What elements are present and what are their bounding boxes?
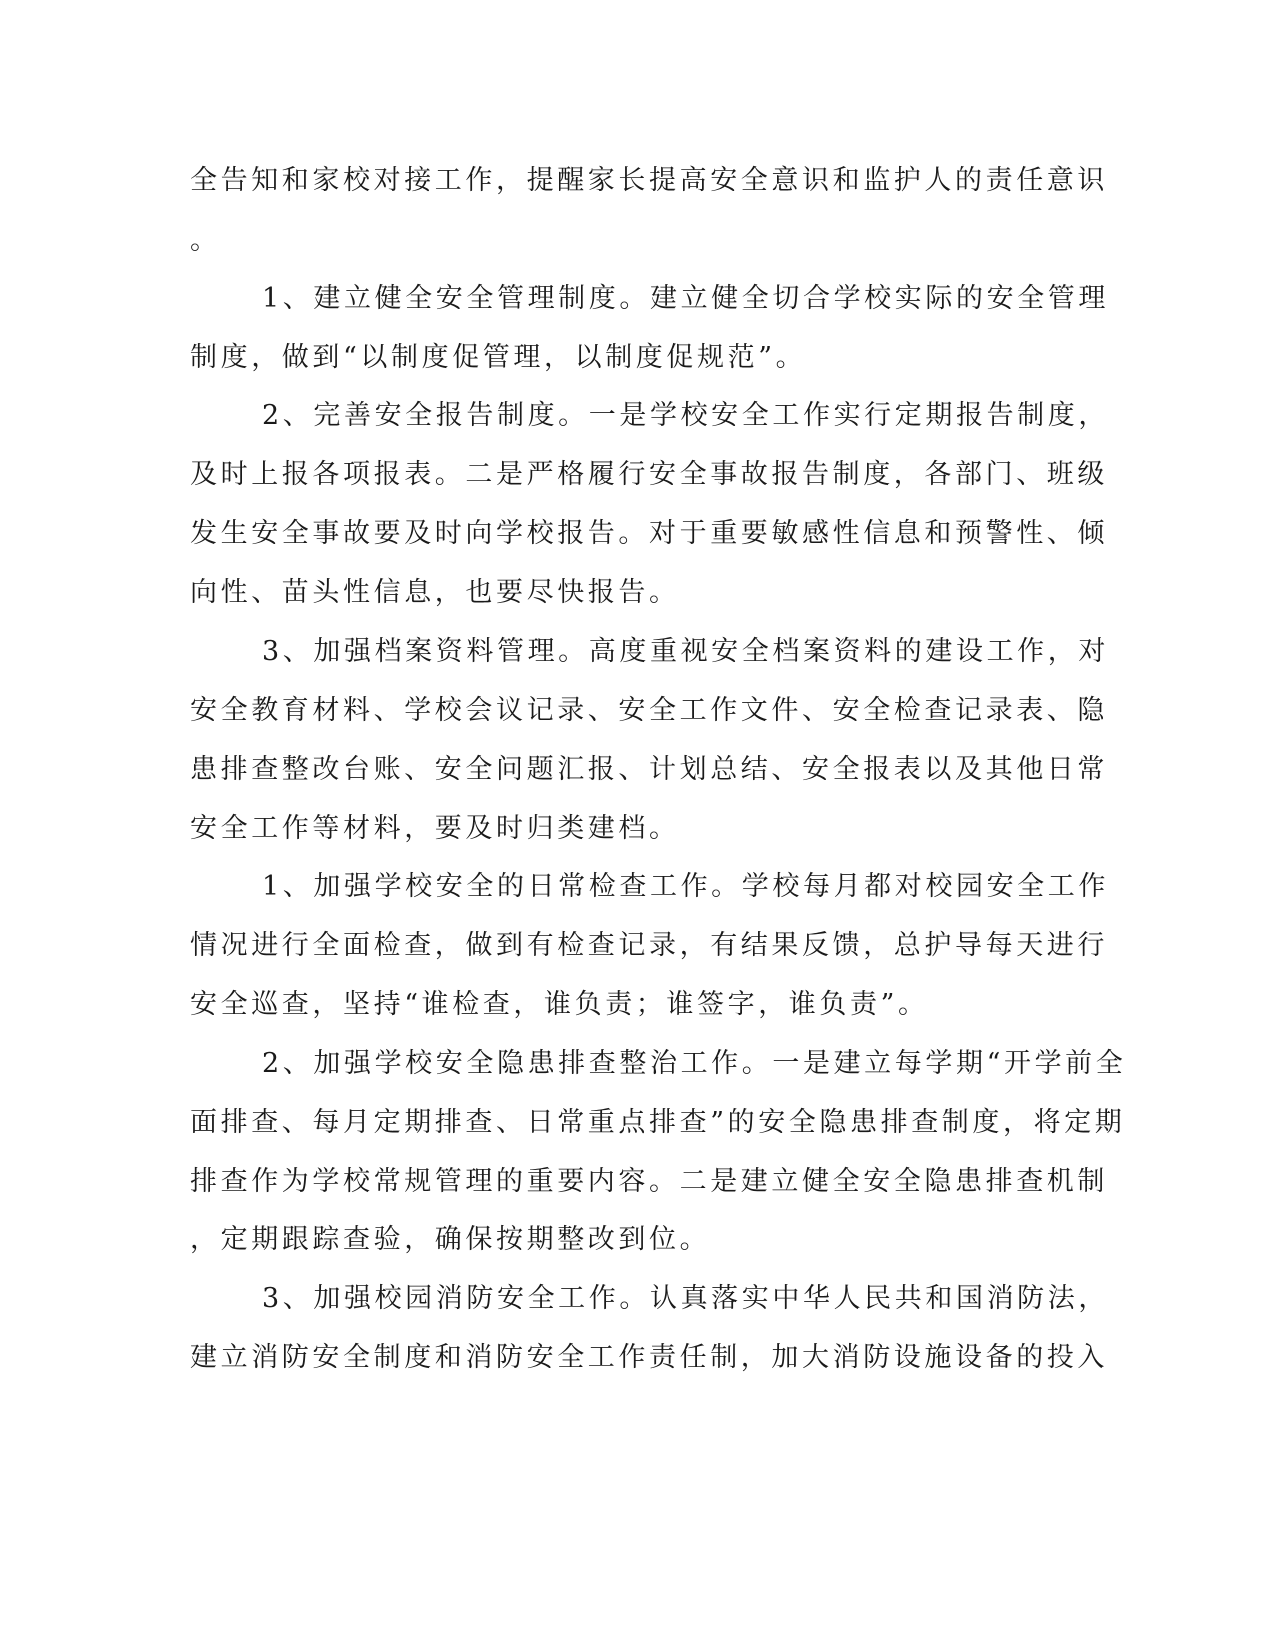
body-text-line: 制度，做到“以制度促管理，以制度促规范”。 (190, 342, 807, 373)
body-text-line: 安全教育材料、学校会议记录、安全工作文件、安全检查记录表、隐 (190, 695, 1108, 726)
body-text-line: 。 (190, 225, 221, 256)
body-text-line: 安全工作等材料，要及时归类建档。 (190, 813, 680, 844)
body-text-line: 发生安全事故要及时向学校报告。对于重要敏感性信息和预警性、倾 (190, 518, 1108, 549)
paragraph-start-line: 1、建立健全安全管理制度。建立健全切合学校实际的安全管理 (262, 283, 1109, 314)
body-text-line: 向性、苗头性信息，也要尽快报告。 (190, 577, 680, 608)
body-text-line: 及时上报各项报表。二是严格履行安全事故报告制度，各部门、班级 (190, 459, 1108, 490)
body-text-line: 情况进行全面检查，做到有检查记录，有结果反馈，总护导每天进行 (190, 930, 1108, 961)
body-text-line: 患排查整改台账、安全问题汇报、计划总结、安全报表以及其他日常 (190, 754, 1108, 785)
paragraph-start-line: 3、加强校园消防安全工作。认真落实中华人民共和国消防法， (262, 1283, 1109, 1314)
paragraph-start-line: 2、完善安全报告制度。一是学校安全工作实行定期报告制度， (262, 400, 1109, 431)
paragraph-start-line: 2、加强学校安全隐患排查整治工作。一是建立每学期“开学前全 (262, 1048, 1127, 1079)
body-text-line: ，定期跟踪查验，确保按期整改到位。 (190, 1224, 711, 1255)
body-text-line: 面排查、每月定期排查、日常重点排查”的安全隐患排查制度，将定期 (190, 1107, 1126, 1138)
body-text-line: 安全巡查，坚持“谁检查，谁负责；谁签字，谁负责”。 (190, 989, 929, 1020)
paragraph-start-line: 3、加强档案资料管理。高度重视安全档案资料的建设工作，对 (262, 636, 1109, 667)
body-text-line: 建立消防安全制度和消防安全工作责任制，加大消防设施设备的投入 (190, 1342, 1108, 1373)
paragraph-start-line: 1、加强学校安全的日常检查工作。学校每月都对校园安全工作 (262, 871, 1109, 902)
body-text-line: 全告知和家校对接工作，提醒家长提高安全意识和监护人的责任意识 (190, 165, 1108, 196)
body-text-line: 排查作为学校常规管理的重要内容。二是建立健全安全隐患排查机制 (190, 1166, 1108, 1197)
